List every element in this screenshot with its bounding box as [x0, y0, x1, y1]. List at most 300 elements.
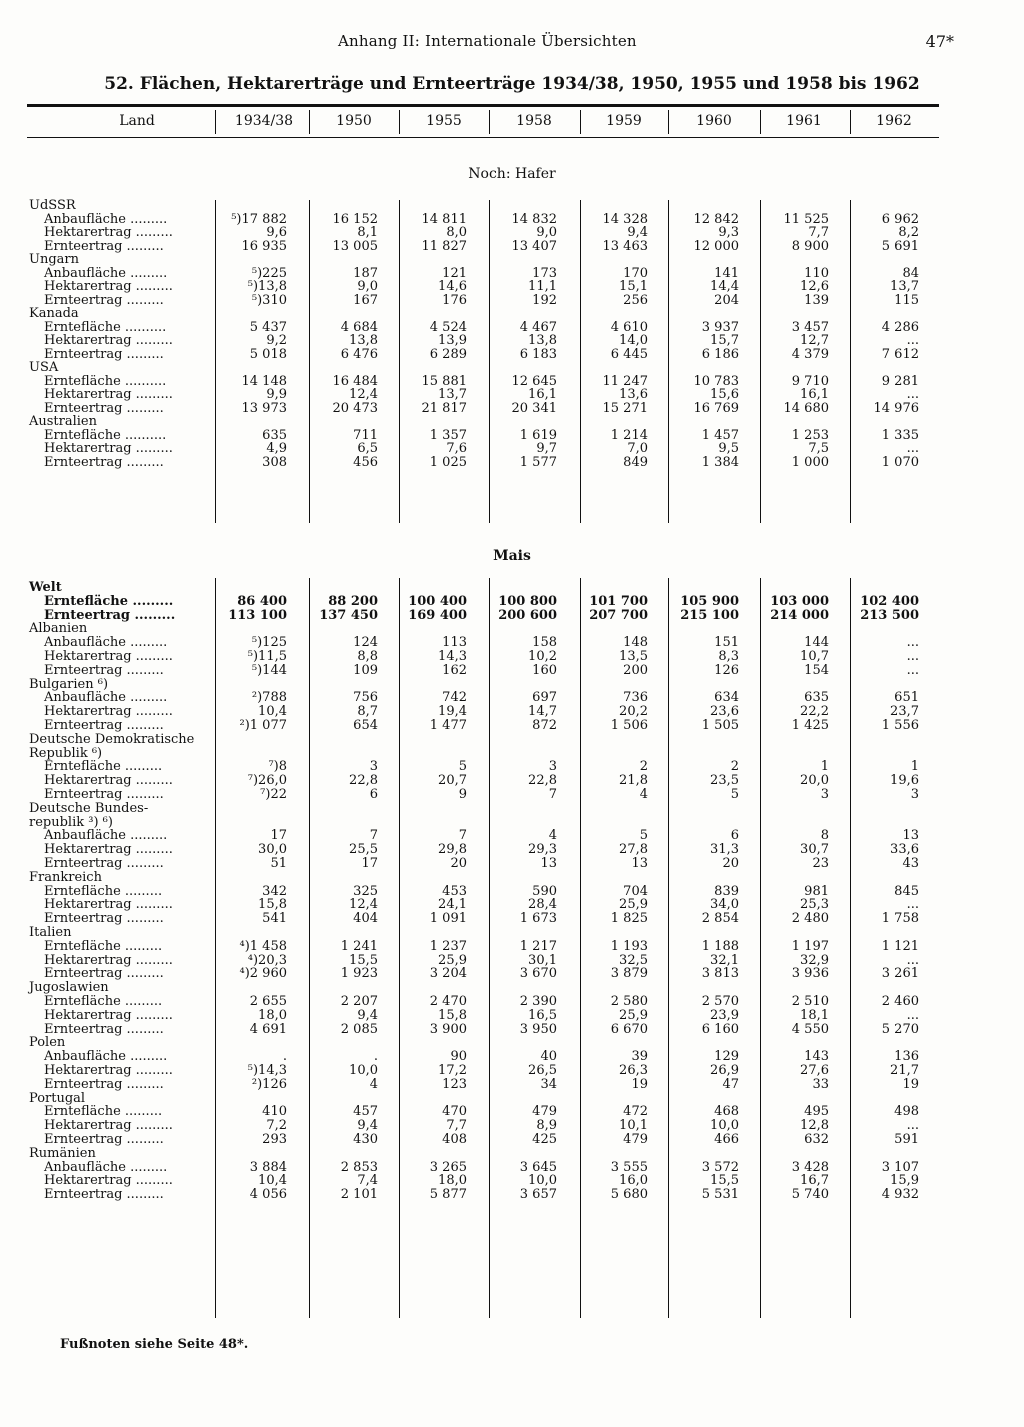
table-row: [0, 650, 1024, 664]
table-row: [0, 334, 1024, 348]
table-row: [0, 1023, 1024, 1037]
table-cell: 11 247: [602, 373, 648, 389]
column-divider: [215, 110, 216, 134]
table-cell: 10,2: [528, 649, 557, 664]
table-cell: 5 691: [881, 238, 919, 254]
table-cell: 2: [730, 759, 739, 775]
table-cell: ⁴)1 458: [239, 938, 287, 954]
table-cell: 170: [623, 265, 648, 281]
table-cell: 1 556: [881, 718, 919, 733]
table-cell: 1 091: [429, 911, 467, 927]
table-cell: 7 612: [881, 346, 919, 362]
table-cell: 7,0: [627, 441, 648, 456]
table-cell: 8,9: [536, 1118, 557, 1134]
row-label: Hektarertrag .........: [44, 387, 173, 402]
column-divider: [850, 110, 851, 134]
table-row: [0, 733, 1024, 747]
table-cell: 34: [540, 1076, 557, 1092]
table-cell: 2: [639, 759, 648, 775]
table-cell: 25,9: [619, 897, 648, 913]
table-cell: 2 580: [610, 994, 648, 1009]
table-cell: 34,0: [710, 897, 739, 913]
country-label: Albanien: [29, 621, 88, 637]
table-cell: 19,4: [438, 704, 467, 720]
table-cell: 2 510: [791, 994, 829, 1009]
table-cell: 4 286: [881, 319, 919, 335]
table-cell: .: [282, 1049, 287, 1065]
table-cell: 14 832: [511, 211, 557, 227]
row-label: Hektarertrag .........: [44, 1173, 173, 1189]
country-label: Italien: [29, 925, 72, 940]
row-label: Ernteertrag .........: [44, 607, 176, 623]
table-cell: 632: [804, 1132, 829, 1147]
column-divider: [399, 110, 400, 134]
table-cell: 1 000: [791, 454, 829, 470]
table-cell: ⁷)8: [268, 759, 287, 775]
table-cell: 590: [532, 883, 557, 899]
row-label: Hektarertrag .........: [44, 1063, 173, 1078]
table-cell: 3 657: [519, 1187, 557, 1203]
table-row: [0, 388, 1024, 402]
table-cell: 13: [902, 828, 919, 844]
table-cell: 4: [639, 787, 648, 802]
table-cell: 13,9: [438, 333, 467, 348]
table-cell: 5 270: [881, 1021, 919, 1037]
table-cell: 3 813: [701, 966, 739, 982]
table-cell: 9,0: [357, 279, 378, 294]
table-cell: 4 056: [249, 1187, 287, 1203]
table-cell: 6: [369, 787, 378, 802]
table-cell: 19: [902, 1076, 919, 1092]
table-cell: 17,2: [438, 1063, 467, 1078]
table-cell: 32,5: [619, 952, 648, 968]
table-cell: 15 881: [421, 373, 467, 389]
table-cell: 22,8: [528, 773, 557, 789]
country-label: Republik ⁶): [29, 745, 103, 761]
table-cell: 651: [894, 690, 919, 706]
table-cell: 1 673: [519, 911, 557, 927]
table-cell: 9,4: [357, 1118, 378, 1134]
table-cell: 16,5: [528, 1007, 557, 1023]
table-cell: 8,0: [446, 225, 467, 240]
table-cell: 160: [532, 662, 557, 678]
table-cell: 1: [820, 759, 829, 775]
table-cell: 51: [270, 856, 287, 871]
table-cell: 3 950: [519, 1021, 557, 1037]
table-cell: 12,8: [800, 1118, 829, 1134]
row-label: Hektarertrag .........: [44, 773, 173, 789]
table-cell: 30,1: [528, 952, 557, 968]
country-label: Kanada: [29, 306, 79, 321]
table-cell: 1 237: [429, 938, 467, 954]
table-row: [0, 802, 1024, 816]
table-cell: 14,6: [438, 279, 467, 294]
table-cell: 4 932: [881, 1187, 919, 1203]
table-cell: 256: [623, 292, 648, 308]
table-cell: 88 200: [328, 593, 378, 609]
row-label: Hektarertrag .........: [44, 441, 173, 456]
table-cell: 634: [714, 690, 739, 706]
table-row: [0, 226, 1024, 240]
table-cell: 1 025: [429, 454, 467, 470]
table-cell: 7: [369, 828, 378, 844]
table-cell: 101 700: [589, 593, 648, 609]
table-cell: 10,0: [710, 1118, 739, 1134]
table-cell: 5: [639, 828, 648, 844]
country-label: Bulgarien ⁶): [29, 676, 109, 692]
table-row: [0, 415, 1024, 429]
table-cell: 15,1: [619, 279, 648, 294]
country-label: Frankreich: [29, 869, 102, 885]
country-label: Portugal: [29, 1090, 86, 1106]
column-header: 1950: [336, 113, 372, 129]
table-cell: 86 400: [237, 593, 287, 609]
country-label: Deutsche Demokratische: [29, 731, 195, 747]
country-label: Polen: [29, 1035, 66, 1051]
row-label: Ernteertrag .........: [44, 911, 164, 927]
table-cell: 1 357: [429, 427, 467, 443]
table-cell: 5 877: [429, 1187, 467, 1203]
table-cell: 19: [631, 1076, 648, 1092]
row-label: Hektarertrag .........: [44, 842, 173, 858]
table-cell: 15,9: [890, 1173, 919, 1189]
table-cell: 472: [623, 1104, 648, 1120]
table-cell: 1 188: [701, 938, 739, 954]
footnote: Fußnoten siehe Seite 48*.: [60, 1337, 249, 1352]
column-divider: [489, 110, 490, 134]
row-label: Hektarertrag .........: [44, 1118, 173, 1134]
table-row: [0, 294, 1024, 308]
table-cell: ⁵)125: [251, 635, 287, 651]
table-cell: 13,8: [528, 333, 557, 348]
column-divider: [309, 110, 310, 134]
table-cell: 126: [714, 662, 739, 678]
table-cell: 25,5: [349, 842, 378, 858]
table-cell: 3: [820, 787, 829, 802]
table-cell: 697: [532, 690, 557, 706]
table-cell: 498: [894, 1104, 919, 1120]
table-cell: 16 769: [693, 400, 739, 416]
table-cell: 14 680: [783, 400, 829, 416]
table-row: [0, 361, 1024, 375]
table-cell: 213 500: [860, 607, 919, 623]
row-label: Anbaufläche .........: [44, 635, 168, 651]
table-cell: 3 900: [429, 1021, 467, 1037]
table-cell: 105 900: [680, 593, 739, 609]
table-cell: 2 460: [881, 994, 919, 1009]
table-cell: 18,0: [438, 1173, 467, 1189]
table-cell: 1 241: [340, 938, 378, 954]
table-cell: 635: [804, 690, 829, 706]
table-cell: 10,4: [258, 1173, 287, 1189]
table-cell: 30,0: [258, 842, 287, 858]
table-cell: 16,0: [619, 1173, 648, 1189]
table-cell: 20 341: [511, 400, 557, 416]
row-label: Anbaufläche .........: [44, 1049, 168, 1065]
table-cell: 13: [540, 856, 557, 871]
row-label: Erntefläche .........: [44, 1104, 163, 1120]
table-cell: 704: [623, 883, 648, 899]
table-cell: 43: [902, 856, 919, 871]
table-cell: 7,7: [808, 225, 829, 240]
table-cell: 1: [910, 759, 919, 775]
table-row: [0, 581, 1024, 595]
table-cell: 325: [353, 883, 378, 899]
table-cell: 32,1: [710, 952, 739, 968]
row-label: Erntefläche .........: [44, 759, 163, 775]
table-cell: 2 854: [701, 911, 739, 927]
table-cell: 11 525: [783, 211, 829, 227]
table-cell: 187: [353, 265, 378, 281]
table-cell: 3 884: [249, 1159, 287, 1175]
table-cell: ...: [906, 897, 919, 913]
column-header: 1955: [426, 113, 462, 129]
table-cell: 7,2: [266, 1118, 287, 1134]
table-cell: 742: [442, 690, 467, 706]
table-cell: 16 935: [241, 238, 287, 254]
table-cell: 308: [262, 454, 287, 470]
table-cell: 13,7: [890, 279, 919, 294]
table-cell: 20: [450, 856, 467, 871]
column-header: 1961: [786, 113, 822, 129]
table-cell: 456: [353, 454, 378, 470]
row-label: Ernteertrag .........: [44, 454, 164, 470]
row-label: Erntefläche .........: [44, 938, 163, 954]
table-cell: 15,6: [710, 387, 739, 402]
table-cell: 7,4: [357, 1173, 378, 1189]
table-cell: 3 572: [701, 1159, 739, 1175]
table-cell: 4 610: [610, 319, 648, 335]
table-cell: 20,2: [619, 704, 648, 720]
table-cell: 2 480: [791, 911, 829, 927]
country-label: USA: [29, 360, 59, 375]
table-cell: 12 842: [693, 211, 739, 227]
table-cell: 25,9: [619, 1007, 648, 1023]
table-row: [0, 871, 1024, 885]
table-cell: 5 531: [701, 1187, 739, 1203]
table-cell: 981: [804, 883, 829, 899]
table-cell: 6 962: [881, 211, 919, 227]
table-cell: 14 976: [873, 400, 919, 416]
table-cell: 872: [532, 718, 557, 733]
table-cell: 9 281: [881, 373, 919, 389]
table-cell: 3: [910, 787, 919, 802]
table-cell: 200 600: [498, 607, 557, 623]
row-label: Hektarertrag .........: [44, 333, 173, 348]
table-cell: 17: [361, 856, 378, 871]
table-cell: ⁷)26,0: [247, 773, 287, 789]
table-cell: 9 710: [791, 373, 829, 389]
table-cell: 13 463: [602, 238, 648, 254]
table-cell: 9,9: [266, 387, 287, 402]
table-cell: 2 655: [249, 994, 287, 1009]
table-cell: ⁵)225: [251, 265, 287, 281]
table-cell: 29,3: [528, 842, 557, 858]
table-cell: 100 800: [498, 593, 557, 609]
table-cell: 6 476: [340, 346, 378, 362]
table-cell: ...: [906, 1118, 919, 1134]
table-cell: 3 428: [791, 1159, 829, 1175]
table-cell: 6 445: [610, 346, 648, 362]
table-cell: 9,6: [266, 225, 287, 240]
row-label: Ernteertrag .........: [44, 1021, 164, 1037]
table-cell: 15,5: [710, 1173, 739, 1189]
table-cell: 1 505: [701, 718, 739, 733]
table-row: [0, 1188, 1024, 1202]
section-title-hafer: Noch: Hafer: [468, 166, 556, 182]
table-cell: 148: [623, 635, 648, 651]
table-row: [0, 456, 1024, 470]
table-cell: 33,6: [890, 842, 919, 858]
table-row: [0, 609, 1024, 623]
country-label: Welt: [29, 580, 62, 595]
table-cell: 453: [442, 883, 467, 899]
row-label: Erntefläche ..........: [44, 373, 167, 389]
table-cell: 20,0: [800, 773, 829, 789]
column-header: 1962: [876, 113, 912, 129]
table-row: [0, 1078, 1024, 1092]
table-cell: ...: [906, 1007, 919, 1023]
table-cell: 7: [548, 787, 557, 802]
table-cell: 15,8: [258, 897, 287, 913]
table-cell: 4 524: [429, 319, 467, 335]
table-row: [0, 788, 1024, 802]
table-cell: 13,7: [438, 387, 467, 402]
table-cell: 4 379: [791, 346, 829, 362]
table-cell: 27,6: [800, 1063, 829, 1078]
table-cell: 20 473: [332, 400, 378, 416]
table-cell: 167: [353, 292, 378, 308]
table-cell: 176: [442, 292, 467, 308]
table-cell: 20: [722, 856, 739, 871]
table-cell: 1 477: [429, 718, 467, 733]
row-label: Erntefläche ..........: [44, 319, 167, 335]
table-row: [0, 199, 1024, 213]
table-cell: 12 645: [511, 373, 557, 389]
table-cell: 144: [804, 635, 829, 651]
table-cell: 12,4: [349, 897, 378, 913]
row-label: Ernteertrag .........: [44, 966, 164, 982]
table-cell: 1 070: [881, 454, 919, 470]
row-label: Hektarertrag .........: [44, 649, 173, 664]
table-cell: 3 204: [429, 966, 467, 982]
table-cell: 13,8: [349, 333, 378, 348]
table-cell: 1 253: [791, 427, 829, 443]
country-label: Australien: [29, 414, 98, 429]
row-label: Ernteertrag .........: [44, 1132, 164, 1147]
table-cell: 215 100: [680, 607, 739, 623]
table-cell: 23,6: [710, 704, 739, 720]
column-divider: [580, 110, 581, 134]
table-cell: 8,3: [718, 649, 739, 664]
table-row: [0, 857, 1024, 871]
table-cell: 103 000: [770, 593, 829, 609]
table-cell: 457: [353, 1104, 378, 1120]
table-row: [0, 912, 1024, 926]
table-cell: 47: [722, 1076, 739, 1092]
table-cell: 158: [532, 635, 557, 651]
country-label: republik ³) ⁶): [29, 814, 113, 830]
table-cell: 32,9: [800, 952, 829, 968]
table-cell: 12 000: [693, 238, 739, 254]
row-label: Hektarertrag .........: [44, 952, 173, 968]
table-cell: 13,5: [619, 649, 648, 664]
table-row: [0, 926, 1024, 940]
table-cell: 31,3: [710, 842, 739, 858]
table-cell: ⁵)11,5: [247, 649, 287, 664]
row-label: Ernteertrag .........: [44, 1187, 164, 1203]
table-cell: 342: [262, 883, 287, 899]
column-header: 1960: [696, 113, 732, 129]
table-cell: 29,8: [438, 842, 467, 858]
table-cell: 4 550: [791, 1021, 829, 1037]
row-label: Erntefläche .........: [44, 994, 163, 1009]
table-cell: 3 879: [610, 966, 648, 982]
table-cell: 3 936: [791, 966, 829, 982]
row-label: Ernteertrag .........: [44, 787, 164, 802]
table-cell: 22,8: [349, 773, 378, 789]
table-cell: 2 853: [340, 1159, 378, 1175]
table-cell: 5 018: [249, 346, 287, 362]
table-cell: 137 450: [319, 607, 378, 623]
table-cell: 9,3: [718, 225, 739, 240]
table-cell: 22,2: [800, 704, 829, 720]
table-cell: 3 261: [881, 966, 919, 982]
table-cell: 10,4: [258, 704, 287, 720]
table-cell: ²)788: [251, 690, 287, 706]
table-cell: ⁵)310: [251, 292, 287, 308]
column-header: Land: [119, 113, 155, 129]
table-cell: 214 000: [770, 607, 829, 623]
table-cell: 1 758: [881, 911, 919, 927]
table-cell: 136: [894, 1049, 919, 1065]
table-row: [0, 1009, 1024, 1023]
row-label: Anbaufläche .........: [44, 828, 168, 844]
table-row: [0, 402, 1024, 416]
table-cell: 13 005: [332, 238, 378, 254]
table-cell: 13: [631, 856, 648, 871]
table-cell: ²)1 077: [239, 718, 287, 733]
table-row: [0, 595, 1024, 609]
table-cell: 21,8: [619, 773, 648, 789]
table-cell: 15 271: [602, 400, 648, 416]
table-cell: 1 457: [701, 427, 739, 443]
table-cell: 468: [714, 1104, 739, 1120]
table-cell: .: [373, 1049, 378, 1065]
table-cell: 12,7: [800, 333, 829, 348]
table-cell: 14,4: [710, 279, 739, 294]
row-label: Anbaufläche .........: [44, 211, 168, 227]
table-cell: 151: [714, 635, 739, 651]
table-cell: 404: [353, 911, 378, 927]
table-row: [0, 995, 1024, 1009]
row-label: Hektarertrag .........: [44, 225, 173, 240]
table-cell: 3: [548, 759, 557, 775]
table-cell: 1 121: [881, 938, 919, 954]
table-cell: 17: [270, 828, 287, 844]
table-cell: 139: [804, 292, 829, 308]
table-cell: 3 670: [519, 966, 557, 982]
table-cell: 109: [353, 662, 378, 678]
row-label: Ernteertrag .........: [44, 346, 164, 362]
table-row: [0, 1064, 1024, 1078]
table-cell: 470: [442, 1104, 467, 1120]
table-cell: 12,6: [800, 279, 829, 294]
table-cell: 21 817: [421, 400, 467, 416]
table-cell: 11,1: [528, 279, 557, 294]
table-cell: ...: [906, 387, 919, 402]
table-cell: 26,3: [619, 1063, 648, 1078]
